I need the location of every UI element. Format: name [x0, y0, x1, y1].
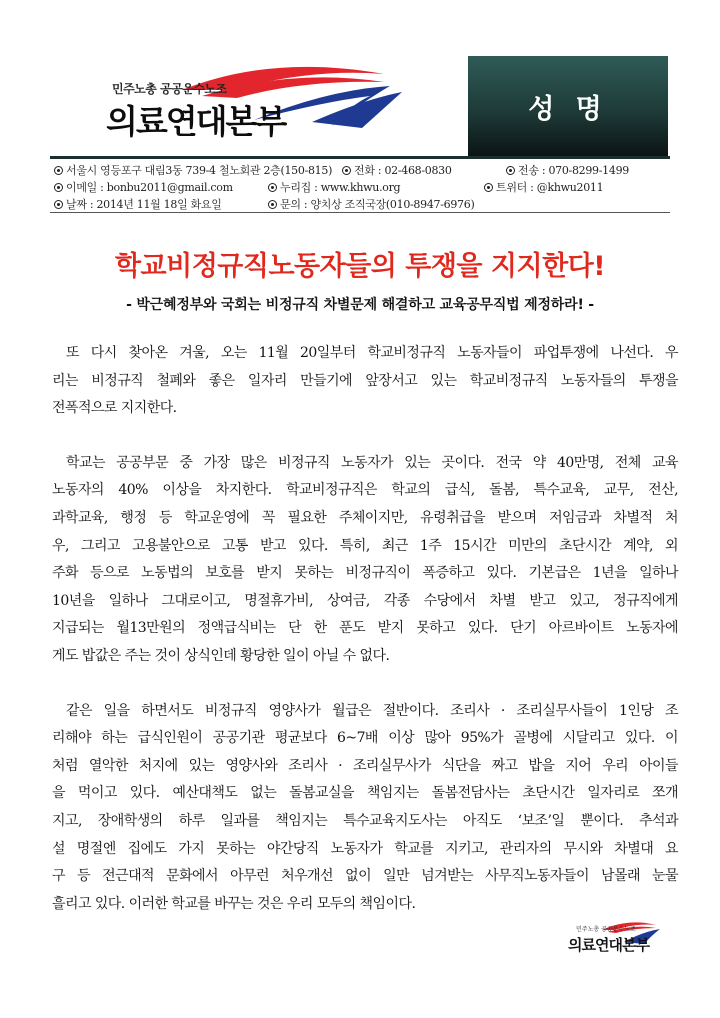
text-line: 처럼 열악한 처지에 있는 영양사와 조리사 · 조리실무사가 식단을 짜고 밥을 지어 우리 아이들 — [52, 757, 678, 774]
union-name: 의료연대본부 — [106, 102, 286, 141]
paragraph — [52, 450, 678, 671]
contact-email[interactable]: 이메일 : bonbu2011@gmail.com — [54, 179, 233, 195]
bullet-icon — [268, 200, 277, 209]
text-line: 과학교육, 행정 등 학교운영에 꼭 필요한 주체이지만, 유령취급을 받으며 저임금과 차별적 처 — [52, 509, 678, 526]
contact-row — [54, 177, 670, 194]
contact-phone: 전화 : 02-468-0830 — [342, 162, 452, 178]
bullet-icon — [54, 200, 63, 209]
text-line: 리는 비정규직 철폐와 좋은 일자리 만들기에 앞장서고 있는 학교비정규직 노동자들의 투쟁을 — [52, 372, 678, 389]
footer-org-line: 민주노총 공공운수노조 — [576, 926, 636, 933]
text-line: 우, 그리고 고용불안으로 고통 받고 있다. 특히, 최근 1주 15시간 미만의 초단시간 계약, 외 — [52, 537, 678, 554]
text-line: 리해야 하는 급식인원이 공공기관 평균보다 6~7배 이상 많아 95%가 골병에 시달리고 있다. 이 — [52, 730, 678, 747]
text-line: 지고, 장애학생의 하루 일과를 책임지는 특수교육지도사는 아직도 ‘보조’일 뿐이다. 추석과 — [52, 812, 678, 829]
union-org-line: 민주노총 공공운수노조 — [112, 82, 227, 96]
union-logo — [50, 52, 468, 156]
text-line: 학교는 공공부문 중 가장 많은 비정규직 노동자가 있는 곳이다. 전국 약 40만명, 전체 교육 — [66, 454, 678, 471]
paragraph — [52, 340, 678, 423]
contact-divider — [50, 212, 670, 213]
text-line: 주화 등으로 노동법의 보호를 받지 못하는 비정규직이 폭증하고 있다. 기본급은 1년을 일하나 — [52, 565, 678, 582]
statement-title: 학교비정규직노동자들의 투쟁을 지지한다! — [114, 251, 606, 282]
footer-logo — [568, 920, 668, 960]
letterhead — [50, 52, 670, 156]
text-line: 설 명절엔 집에도 가지 못하는 야간당직 노동자가 학교를 지키고, 관리자의 무시와 차별대 요 — [52, 840, 678, 857]
footer-union-name: 의료연대본부 — [568, 936, 649, 954]
header-divider — [50, 156, 670, 159]
bullet-icon — [342, 166, 351, 175]
text-line: 10년을 일하나 그대로이고, 명절휴가비, 상여금, 각종 수당에서 차별 받고 있고, 정규직에게 — [52, 592, 678, 609]
text-line: 게도 밥값은 주는 것이 상식인데 황당한 일이 아닐 수 없다. — [52, 647, 390, 664]
contact-date: 날짜 : 2014년 11월 18일 화요일 — [54, 196, 222, 212]
text-line: 흘리고 있다. 이러한 학교를 바꾸는 것은 우리 모두의 책임이다. — [52, 895, 416, 912]
text-line: 구 등 전근대적 문화에서 아무런 처우개선 없이 일만 넘겨받는 사무직노동자들이 남몰래 눈물 — [52, 868, 678, 885]
doc-type-badge — [468, 56, 668, 156]
contact-website[interactable]: 누리집 : www.khwu.org — [268, 179, 400, 195]
contact-block — [54, 160, 670, 211]
contact-twitter[interactable]: 트위터 : @khwu2011 — [484, 179, 603, 195]
contact-row — [54, 160, 670, 177]
text-line: 을 먹이고 있다. 예산대책도 없는 돌봄교실을 책임지는 돌봄전담사는 초단시간 일자리로 쪼개 — [52, 785, 678, 802]
contact-row — [54, 194, 670, 211]
bullet-icon — [268, 183, 277, 192]
bullet-icon — [506, 166, 515, 175]
bullet-icon — [54, 166, 63, 175]
text-line: 또 다시 찾아온 겨울, 오는 11월 20일부터 학교비정규직 노동자들이 파업투쟁에 나선다. 우 — [66, 345, 678, 361]
text-line: 전폭적으로 지지한다. — [52, 400, 177, 417]
bullet-icon — [484, 183, 493, 192]
text-line: 노동자의 40% 이상을 차지한다. 학교비정규직은 학교의 급식, 돌봄, 특수교육, 교무, 전산, — [52, 482, 678, 499]
doc-type-label: 성 명 — [528, 93, 608, 125]
contact-fax: 전송 : 070-8299-1499 — [506, 162, 629, 178]
statement-body — [52, 340, 678, 945]
text-line: 지급되는 월13만원의 정액급식비는 단 한 푼도 받지 못하고 있다. 단기 아르바이트 노동자에 — [52, 620, 678, 637]
bullet-icon — [54, 183, 63, 192]
contact-address: 서울시 영등포구 대림3동 739-4 철노회관 2층(150-815) — [54, 162, 332, 178]
contact-inquiry: 문의 : 양치상 조직국장(010-8947-6976) — [268, 196, 474, 212]
text-line: 같은 일을 하면서도 비정규직 영양사가 월급은 절반이다. 조리사 · 조리실무사들이 1인당 조 — [66, 702, 678, 719]
paragraph — [52, 698, 678, 919]
statement-subtitle: - 박근혜정부와 국회는 비정규직 차별문제 해결하고 교육공무직법 제정하라! - — [126, 297, 594, 313]
